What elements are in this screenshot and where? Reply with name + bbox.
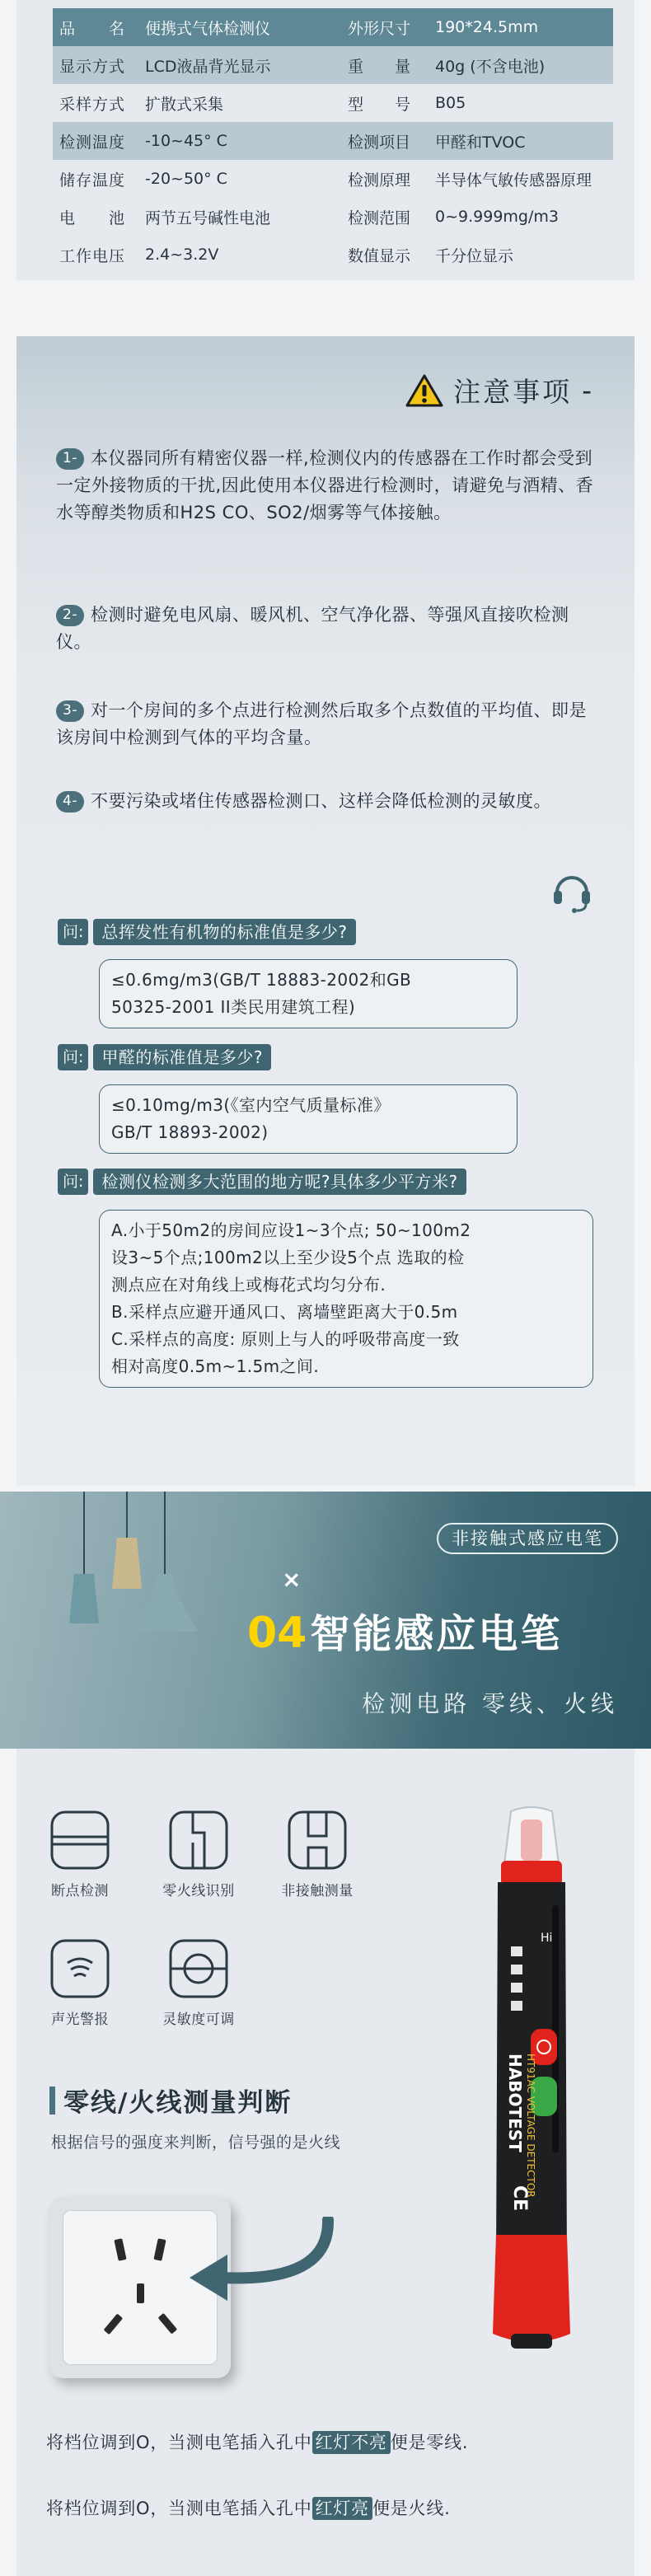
pen-brand-text: HABOTEST: [505, 2054, 525, 2152]
spec-key: 采样方式: [53, 84, 138, 122]
spec-key: 品 名: [53, 8, 138, 46]
faq-question: [58, 919, 356, 945]
neutral-live-icon: [168, 1810, 229, 1871]
pendant-lamp-icon: [51, 1492, 216, 1668]
banner-title-text: 智能感应电笔: [310, 1611, 563, 1657]
notice-item: [56, 697, 600, 752]
notice-section: [16, 336, 635, 1486]
spec-table-section: [16, 0, 635, 280]
faq-answer-line: C.采样点的高度: 原则上与人的呼吸带高度一致: [111, 1329, 460, 1349]
arrow-icon: [173, 2217, 338, 2311]
feature-section: [16, 1749, 635, 2576]
warning-icon: [405, 374, 443, 407]
spec-row: [53, 84, 613, 122]
faq-answer-line: ≤0.6mg/m3(GB/T 18883-2002和GB: [111, 970, 412, 990]
instruction-highlight: 红灯亮: [312, 2497, 372, 2520]
spec-value: 2.4~3.2V: [138, 236, 341, 274]
instruction-text: 将档位调到O，当测电笔插入孔中: [46, 2499, 312, 2518]
faq-answer-line: GB/T 18893-2002): [111, 1122, 269, 1142]
spec-value: 190*24.5mm: [429, 8, 613, 46]
instruction-line: [46, 2495, 451, 2520]
spec-row: [53, 160, 613, 198]
faq-tag: 问:: [58, 919, 88, 945]
spec-key: 电 池: [53, 198, 138, 236]
notice-text: 不要污染或堵住传感器检测口、这样会降低检测的灵敏度。: [90, 791, 551, 811]
spec-row: [53, 8, 613, 46]
spec-key: 型 号: [341, 84, 429, 122]
banner-x: ×: [282, 1566, 302, 1593]
instruction-highlight: 红灯不亮: [312, 2431, 391, 2454]
faq-answer: [99, 959, 518, 1028]
spec-value: -20~50° C: [138, 160, 341, 198]
spec-value: LCD液晶背光显示: [138, 46, 341, 84]
pen-ce-text: CE: [509, 2185, 530, 2212]
notice-badge: 1-: [56, 448, 84, 470]
banner-pill: 非接触式感应电笔: [437, 1523, 618, 1554]
instruction-text: 便是火线.: [372, 2499, 451, 2518]
spec-value: 甲醛和TVOC: [429, 122, 613, 160]
faq-answer-line: A.小于50m2的房间应设1~3个点; 50~100m2: [111, 1220, 471, 1240]
feature-label: 灵敏度可调: [162, 2012, 235, 2028]
faq-question-text: 总挥发性有机物的标准值是多少?: [93, 919, 355, 945]
faq-question: [58, 1169, 466, 1195]
spec-row: [53, 122, 613, 160]
spec-value: 两节五号碱性电池: [138, 198, 341, 236]
notice-title-text: 注意事项: [453, 376, 573, 408]
faq-tag: 问:: [58, 1044, 88, 1070]
instruction-text: 便是零线.: [390, 2433, 469, 2452]
spec-key: 检测范围: [341, 198, 429, 236]
spec-value: 0~9.999mg/m3: [429, 198, 613, 236]
feature-item: [35, 1938, 125, 2028]
faq-tag: 问:: [58, 1169, 88, 1195]
faq-answer-line: ≤0.10mg/m3(《室内空气质量标准》: [111, 1095, 391, 1115]
spec-key: 储存温度: [53, 160, 138, 198]
section-title: [49, 2082, 292, 2119]
section-subtitle: 根据信号的强度来判断，信号强的是火线: [51, 2133, 341, 2152]
faq-answer-line: 设3~5个点;100m2以上至少设5个点 选取的检: [111, 1248, 465, 1267]
notice-title: [405, 371, 592, 410]
spec-key: 检测项目: [341, 122, 429, 160]
spec-value: 千分位显示: [429, 236, 613, 274]
instruction-line: [46, 2429, 468, 2454]
faq-question-text: 甲醛的标准值是多少?: [93, 1044, 271, 1070]
spec-value: 扩散式采集: [138, 84, 341, 122]
sensitivity-icon: [168, 1938, 229, 1999]
product-banner: [0, 1492, 651, 1749]
faq-question: [58, 1044, 271, 1070]
notice-item: [56, 445, 600, 527]
spec-value: 便携式气体检测仪: [138, 8, 341, 46]
spec-key: 检测原理: [341, 160, 429, 198]
spec-table: [53, 8, 613, 274]
notice-badge: 2-: [56, 605, 84, 626]
notice-text: 对一个房间的多个点进行检测然后取多个点数值的平均值、即是该房间中检测到气体的平均含量。: [56, 700, 587, 747]
spec-value: 半导体气敏传感器原理: [429, 160, 613, 198]
spec-value: -10~45° C: [138, 122, 341, 160]
instruction-text: 将档位调到O，当测电笔插入孔中: [46, 2433, 312, 2452]
feature-item: [153, 1810, 244, 1899]
feature-label: 非接触测量: [281, 1883, 354, 1899]
faq-answer: [99, 1210, 593, 1388]
banner-title: [247, 1602, 562, 1659]
notice-title-dash: -: [582, 374, 592, 406]
spec-key: 显示方式: [53, 46, 138, 84]
spec-value: 40g (不含电池): [429, 46, 613, 84]
feature-label: 零火线识别: [162, 1883, 235, 1899]
feature-label: 断点检测: [51, 1883, 109, 1899]
spec-value: B05: [429, 84, 613, 122]
sound-light-alarm-icon: [49, 1938, 110, 1999]
feature-item: [153, 1938, 244, 2028]
notice-text: 本仪器同所有精密仪器一样,检测仪内的传感器在工作时都会受到一定外接物质的干扰,因此使用本仪器进行检测时，请避免与酒精、香水等醇类物质和H2S CO、SO2/烟雾等气体接触。: [56, 448, 594, 522]
notice-item: [56, 788, 600, 815]
notice-item: [56, 602, 600, 656]
notice-text: 检测时避免电风扇、暖风机、空气净化器、等强风直接吹检测仪。: [56, 605, 569, 652]
breakpoint-icon: [49, 1810, 110, 1871]
feature-item: [35, 1810, 125, 1899]
non-contact-icon: [287, 1810, 348, 1871]
faq-answer-line: 测点应在对角线上或梅花式均匀分布.: [111, 1275, 386, 1295]
voltage-detector-pen-image: [461, 1806, 602, 2386]
section-title-bar: [49, 2087, 55, 2115]
banner-subtitle: 检测电路 零线、火线: [362, 1690, 618, 1717]
faq-answer: [99, 1084, 518, 1154]
spec-key: 工作电压: [53, 236, 138, 274]
spec-row: [53, 46, 613, 84]
section-title-text: 零线/火线测量判断: [63, 2088, 293, 2118]
faq-answer-line: 相对高度0.5m~1.5m之间.: [111, 1356, 320, 1376]
notice-badge: 4-: [56, 791, 84, 813]
spec-key: 数值显示: [341, 236, 429, 274]
pen-model-text: HT91AC VOLTAGE DETECTOR: [525, 2054, 536, 2198]
spec-key: 外形尺寸: [341, 8, 429, 46]
spec-row: [53, 198, 613, 236]
faq-answer-line: B.采样点应避开通风口、离墙壁距离大于0.5m: [111, 1302, 458, 1322]
pen-hi-text: Hi: [541, 1932, 553, 1945]
feature-label: 声光警报: [51, 2012, 109, 2028]
faq-answer-line: 50325-2001 II类民用建筑工程): [111, 997, 356, 1017]
spec-key: 重 量: [341, 46, 429, 84]
notice-badge: 3-: [56, 700, 84, 722]
feature-item: [272, 1810, 363, 1899]
banner-number: 04: [247, 1609, 307, 1658]
headset-icon: [549, 868, 595, 914]
faq-question-text: 检测仪检测多大范围的地方呢?具体多少平方米?: [93, 1169, 466, 1195]
spec-key: 检测温度: [53, 122, 138, 160]
spec-row: [53, 236, 613, 274]
